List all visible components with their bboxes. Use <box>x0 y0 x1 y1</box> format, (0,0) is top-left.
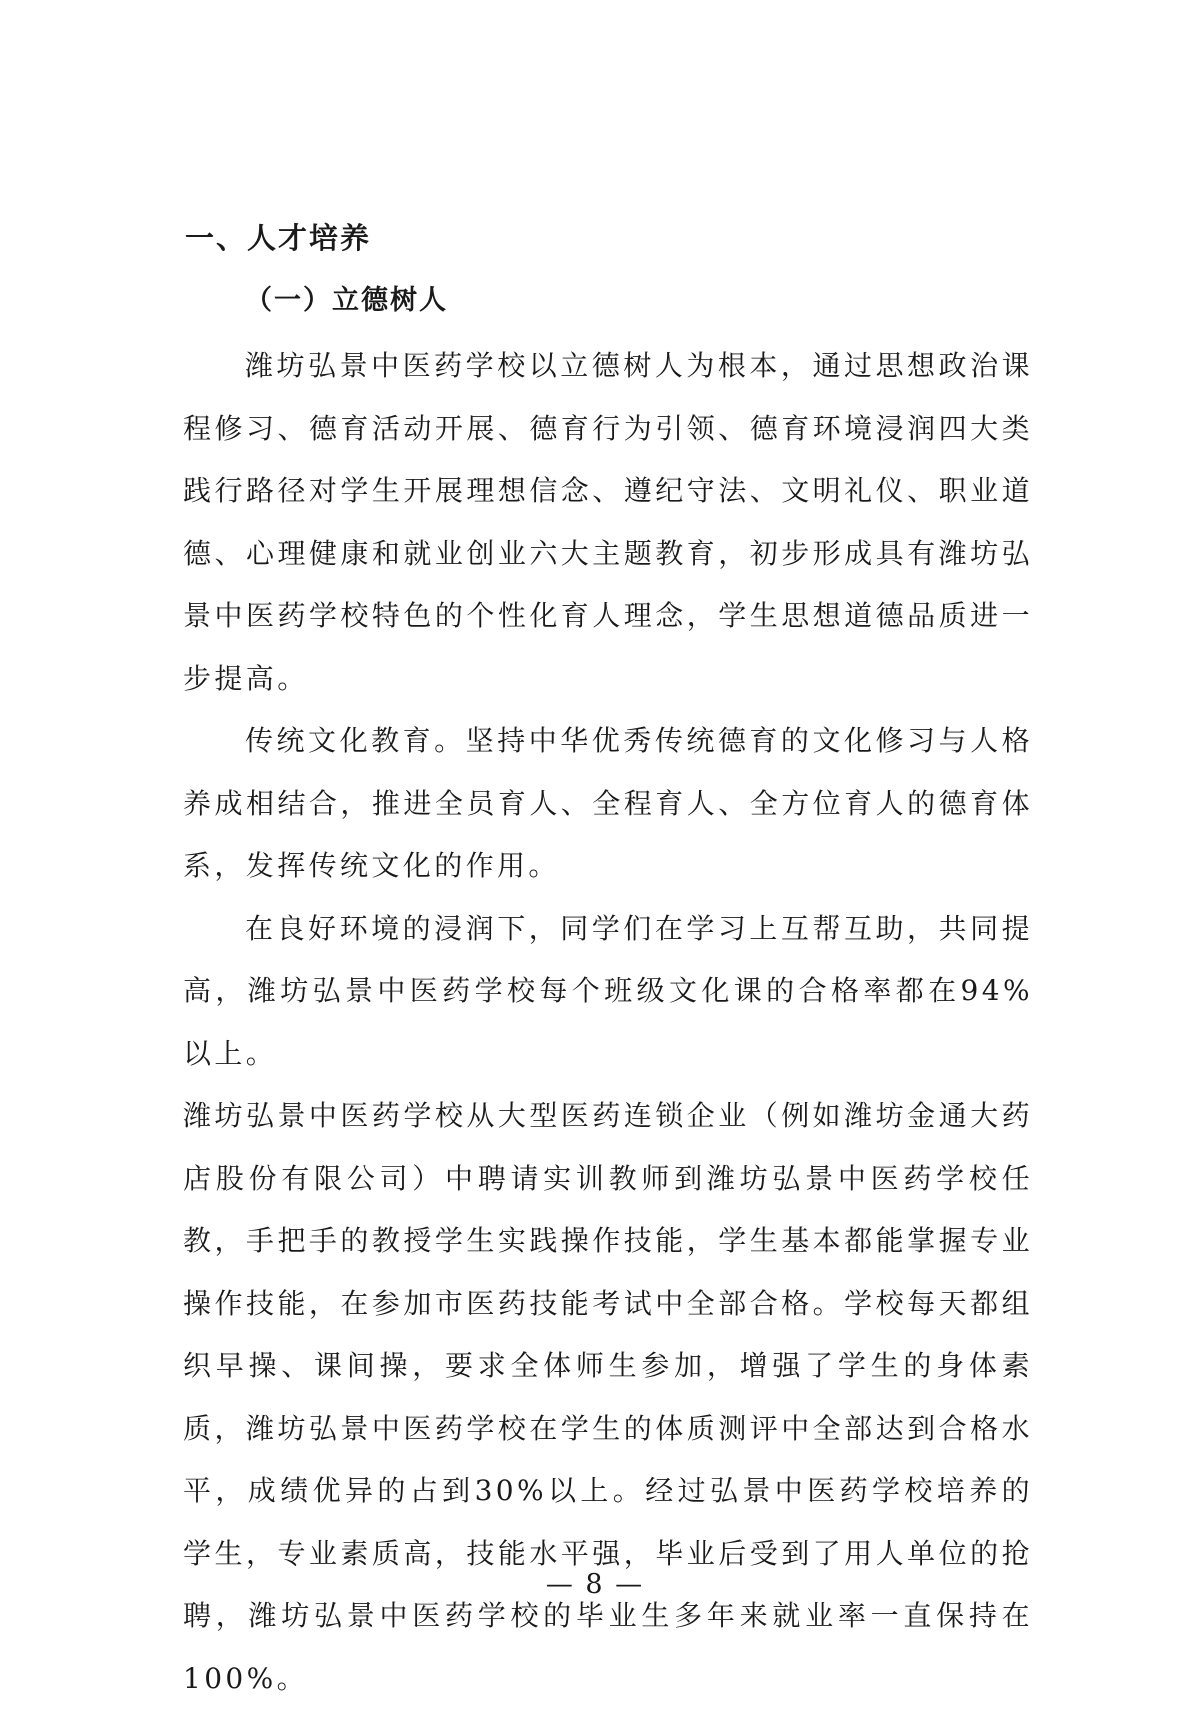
page-number: — 8 — <box>545 1569 645 1600</box>
paragraph-traditional-culture: 传统文化教育。坚持中华优秀传统德育的文化修习与人格养成相结合，推进全员育人、全程育人、全方位育人的德育体系，发挥传统文化的作用。 <box>183 724 1033 882</box>
body-text <box>183 335 1033 1710</box>
subsection-heading: （一）立德树人 <box>245 285 448 316</box>
paragraph-moral-education: 潍坊弘景中医药学校以立德树人为根本，通过思想政治课程修习、德育活动开展、德育行为引领、德育环境浸润四大类践行路径对学生开展理想信念、遵纪守法、文明礼仪、职业道德、心理健康和就业创业六大主题教育，初步形成具有潍坊弘景中医药学校特色的个性化育人理念，学生思想道德品质进一步提高。 <box>183 349 1033 695</box>
paragraph-learning-environment: 在良好环境的浸润下，同学们在学习上互帮互助，共同提高，潍坊弘景中医药学校每个班级文化课的合格率都在94%以上。 <box>183 911 1033 1070</box>
paragraph-practical-training: 潍坊弘景中医药学校从大型医药连锁企业（例如潍坊金通大药店股份有限公司）中聘请实训教师到潍坊弘景中医药学校任教，手把手的教授学生实践操作技能，学生基本都能掌握专业操作技能，在参加市医药技能考试中全部合格。学校每天都组织早操、课间操，要求全体师生参加，增强了学生的身体素质，潍坊弘景中医药学校在学生的体质测评中全部达到合格水平，成绩优异的占到30%以上。经过弘景中医药学校培养的学生，专业素质高，技能水平强，毕业后受到了用人单位的抢聘，潍坊弘景中医药学校的毕业生多年来就业率一直保持在100%。 <box>183 1099 1033 1695</box>
section-heading: 一、人才培养 <box>185 221 372 255</box>
